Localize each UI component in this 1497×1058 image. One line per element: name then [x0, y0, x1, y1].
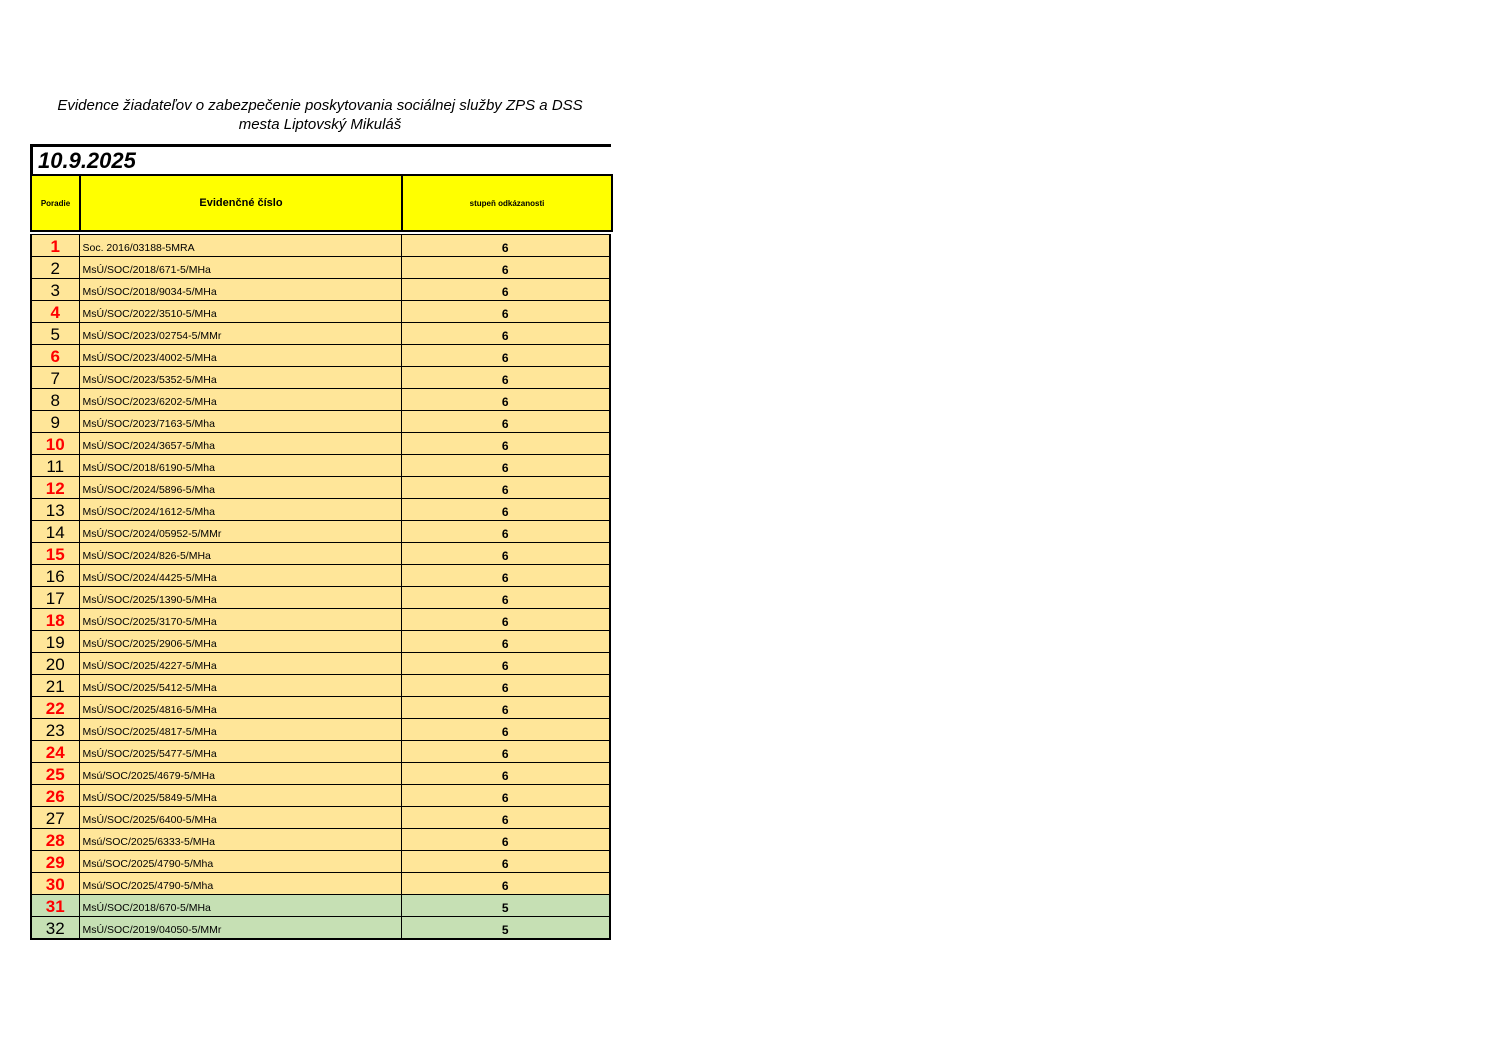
row-order: 27 — [31, 807, 79, 829]
table-row — [31, 895, 610, 917]
row-degree: 5 — [401, 895, 610, 917]
report-date: 10.9.2025 — [30, 144, 611, 174]
row-evidence-number: MsÚ/SOC/2025/3170-5/MHa — [79, 609, 401, 631]
row-order: 29 — [31, 851, 79, 873]
table-row — [31, 829, 610, 851]
table-row — [31, 345, 610, 367]
row-order: 15 — [31, 543, 79, 565]
row-order: 26 — [31, 785, 79, 807]
row-evidence-number: Soc. 2016/03188-5MRA — [79, 235, 401, 257]
header-number: Evidenčné číslo — [80, 175, 402, 231]
row-order: 22 — [31, 697, 79, 719]
table-row — [31, 301, 610, 323]
row-evidence-number: MsÚ/SOC/2024/5896-5/Mha — [79, 477, 401, 499]
row-evidence-number: MsÚ/SOC/2025/5477-5/MHa — [79, 741, 401, 763]
row-evidence-number: MsÚ/SOC/2025/2906-5/MHa — [79, 631, 401, 653]
header-table — [30, 174, 613, 232]
row-degree: 6 — [401, 631, 610, 653]
row-degree: 6 — [401, 411, 610, 433]
row-degree: 6 — [401, 455, 610, 477]
row-evidence-number: Msú/SOC/2025/6333-5/MHa — [79, 829, 401, 851]
row-evidence-number: MsÚ/SOC/2023/6202-5/MHa — [79, 389, 401, 411]
table-row — [31, 455, 610, 477]
row-order: 7 — [31, 367, 79, 389]
row-order: 18 — [31, 609, 79, 631]
table-row — [31, 477, 610, 499]
table-row — [31, 565, 610, 587]
row-degree: 6 — [401, 675, 610, 697]
row-order: 6 — [31, 345, 79, 367]
title-line-2: mesta Liptovský Mikuláš — [238, 116, 402, 133]
row-degree: 6 — [401, 499, 610, 521]
table-row — [31, 411, 610, 433]
row-degree: 6 — [401, 807, 610, 829]
row-degree: 6 — [401, 851, 610, 873]
row-order: 2 — [31, 257, 79, 279]
table-row — [31, 917, 610, 940]
row-degree: 6 — [401, 873, 610, 895]
table-row — [31, 675, 610, 697]
header-row — [31, 175, 612, 231]
row-degree: 6 — [401, 279, 610, 301]
row-evidence-number: MsÚ/SOC/2023/02754-5/MMr — [79, 323, 401, 345]
row-order: 30 — [31, 873, 79, 895]
table-row — [31, 367, 610, 389]
table-row — [31, 873, 610, 895]
row-order: 28 — [31, 829, 79, 851]
row-degree: 6 — [401, 785, 610, 807]
row-order: 10 — [31, 433, 79, 455]
row-evidence-number: Msú/SOC/2025/4679-5/MHa — [79, 763, 401, 785]
table-row — [31, 323, 610, 345]
row-order: 4 — [31, 301, 79, 323]
row-evidence-number: Msú/SOC/2025/4790-5/Mha — [79, 851, 401, 873]
row-evidence-number: Msú/SOC/2025/4790-5/Mha — [79, 873, 401, 895]
row-order: 17 — [31, 587, 79, 609]
row-order: 11 — [31, 455, 79, 477]
table-row — [31, 807, 610, 829]
row-degree: 6 — [401, 697, 610, 719]
row-order: 8 — [31, 389, 79, 411]
row-degree: 6 — [401, 521, 610, 543]
row-order: 25 — [31, 763, 79, 785]
table-row — [31, 851, 610, 873]
table-row — [31, 785, 610, 807]
row-evidence-number: MsÚ/SOC/2018/9034-5/MHa — [79, 279, 401, 301]
row-order: 5 — [31, 323, 79, 345]
row-degree: 6 — [401, 477, 610, 499]
table-row — [31, 521, 610, 543]
row-order: 13 — [31, 499, 79, 521]
row-degree: 6 — [401, 653, 610, 675]
table-row — [31, 631, 610, 653]
row-evidence-number: MsÚ/SOC/2025/6400-5/MHa — [79, 807, 401, 829]
row-degree: 5 — [401, 917, 610, 940]
table-row — [31, 741, 610, 763]
table-row — [31, 389, 610, 411]
row-order: 31 — [31, 895, 79, 917]
row-degree: 6 — [401, 301, 610, 323]
header-order: Poradie — [31, 175, 80, 231]
row-evidence-number: MsÚ/SOC/2025/4227-5/MHa — [79, 653, 401, 675]
table-row — [31, 235, 610, 257]
row-evidence-number: MsÚ/SOC/2024/4425-5/MHa — [79, 565, 401, 587]
row-order: 20 — [31, 653, 79, 675]
row-order: 3 — [31, 279, 79, 301]
row-degree: 6 — [401, 741, 610, 763]
table-row — [31, 609, 610, 631]
table-row — [31, 587, 610, 609]
row-degree: 6 — [401, 565, 610, 587]
row-order: 21 — [31, 675, 79, 697]
table-row — [31, 697, 610, 719]
row-evidence-number: MsÚ/SOC/2025/5412-5/MHa — [79, 675, 401, 697]
row-evidence-number: MsÚ/SOC/2018/670-5/MHa — [79, 895, 401, 917]
row-order: 1 — [31, 235, 79, 257]
document-title — [30, 96, 610, 134]
table-row — [31, 499, 610, 521]
row-degree: 6 — [401, 763, 610, 785]
row-degree: 6 — [401, 829, 610, 851]
header-degree: stupeň odkázanosti — [402, 175, 612, 231]
row-order: 19 — [31, 631, 79, 653]
row-evidence-number: MsÚ/SOC/2024/05952-5/MMr — [79, 521, 401, 543]
row-evidence-number: MsÚ/SOC/2025/4816-5/MHa — [79, 697, 401, 719]
title-line-1: Evidence žiadateľov o zabezpečenie poskytovania sociálnej služby ZPS a DSS — [57, 97, 583, 114]
row-order: 24 — [31, 741, 79, 763]
row-degree: 6 — [401, 609, 610, 631]
row-order: 9 — [31, 411, 79, 433]
row-degree: 6 — [401, 235, 610, 257]
row-evidence-number: MsÚ/SOC/2022/3510-5/MHa — [79, 301, 401, 323]
table-row — [31, 653, 610, 675]
table-row — [31, 433, 610, 455]
row-degree: 6 — [401, 543, 610, 565]
row-degree: 6 — [401, 719, 610, 741]
row-evidence-number: MsÚ/SOC/2023/7163-5/Mha — [79, 411, 401, 433]
row-order: 16 — [31, 565, 79, 587]
row-evidence-number: MsÚ/SOC/2025/5849-5/MHa — [79, 785, 401, 807]
row-evidence-number: MsÚ/SOC/2024/3657-5/Mha — [79, 433, 401, 455]
row-degree: 6 — [401, 323, 610, 345]
applicants-table — [30, 234, 611, 940]
row-degree: 6 — [401, 587, 610, 609]
row-degree: 6 — [401, 433, 610, 455]
table-row — [31, 279, 610, 301]
row-degree: 6 — [401, 257, 610, 279]
applicants-sheet — [30, 144, 611, 940]
row-evidence-number: MsÚ/SOC/2018/6190-5/Mha — [79, 455, 401, 477]
row-evidence-number: MsÚ/SOC/2024/1612-5/Mha — [79, 499, 401, 521]
row-degree: 6 — [401, 367, 610, 389]
table-row — [31, 719, 610, 741]
row-evidence-number: MsÚ/SOC/2024/826-5/MHa — [79, 543, 401, 565]
row-degree: 6 — [401, 345, 610, 367]
table-row — [31, 763, 610, 785]
row-evidence-number: MsÚ/SOC/2023/5352-5/MHa — [79, 367, 401, 389]
row-evidence-number: MsÚ/SOC/2025/4817-5/MHa — [79, 719, 401, 741]
row-order: 12 — [31, 477, 79, 499]
table-row — [31, 543, 610, 565]
row-degree: 6 — [401, 389, 610, 411]
row-order: 23 — [31, 719, 79, 741]
row-order: 14 — [31, 521, 79, 543]
row-order: 32 — [31, 917, 79, 940]
row-evidence-number: MsÚ/SOC/2025/1390-5/MHa — [79, 587, 401, 609]
table-row — [31, 257, 610, 279]
row-evidence-number: MsÚ/SOC/2018/671-5/MHa — [79, 257, 401, 279]
row-evidence-number: MsÚ/SOC/2019/04050-5/MMr — [79, 917, 401, 940]
row-evidence-number: MsÚ/SOC/2023/4002-5/MHa — [79, 345, 401, 367]
